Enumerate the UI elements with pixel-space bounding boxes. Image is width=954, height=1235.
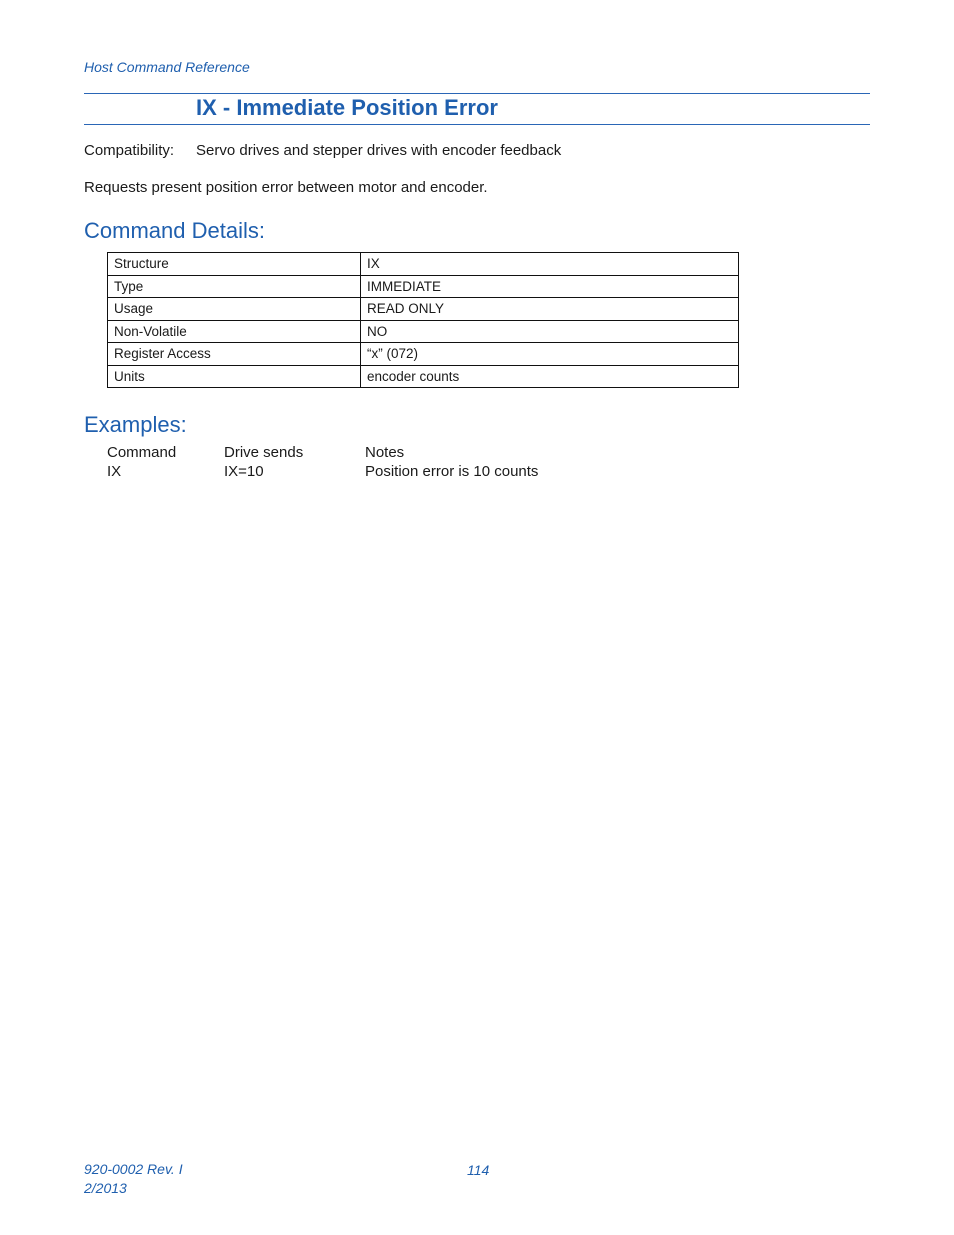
table-row — [108, 253, 739, 276]
footer-doc-number: 920-0002 Rev. I — [84, 1161, 183, 1177]
table-key: Type — [108, 275, 361, 298]
table-key: Register Access — [108, 343, 361, 366]
examples-col-notes: Notes — [365, 444, 405, 461]
table-key: Units — [108, 365, 361, 388]
table-value: encoder counts — [361, 365, 739, 388]
table-row — [108, 275, 739, 298]
footer-doc-info — [84, 1160, 183, 1198]
footer-date: 2/2013 — [84, 1180, 127, 1196]
command-description: Requests present position error between motor and encoder. — [84, 179, 488, 196]
table-row — [108, 365, 739, 388]
compatibility-value: Servo drives and stepper drives with encoder feedback — [196, 142, 562, 159]
table-row — [108, 320, 739, 343]
table-value: IX — [361, 253, 739, 276]
table-value: IMMEDIATE — [361, 275, 739, 298]
page-title: IX - Immediate Position Error — [196, 95, 498, 120]
table-key: Structure — [108, 253, 361, 276]
command-details-heading: Command Details: — [84, 218, 265, 243]
examples-col-command: Command — [107, 444, 177, 461]
command-details-table — [107, 252, 739, 388]
table-value: “x” (072) — [361, 343, 739, 366]
table-row — [108, 343, 739, 366]
example-drive-response: IX=10 — [224, 463, 264, 480]
title-rule-bottom — [84, 124, 870, 125]
table-value: NO — [361, 320, 739, 343]
table-value: READ ONLY — [361, 298, 739, 321]
example-note: Position error is 10 counts — [365, 463, 539, 480]
examples-heading: Examples: — [84, 412, 187, 437]
examples-col-drive-sends: Drive sends — [224, 444, 304, 461]
running-header: Host Command Reference — [84, 59, 250, 75]
table-key: Non-Volatile — [108, 320, 361, 343]
table-key: Usage — [108, 298, 361, 321]
example-command: IX — [107, 463, 122, 480]
compatibility-label: Compatibility: — [84, 142, 175, 159]
table-row — [108, 298, 739, 321]
page-number: 114 — [467, 1162, 490, 1178]
